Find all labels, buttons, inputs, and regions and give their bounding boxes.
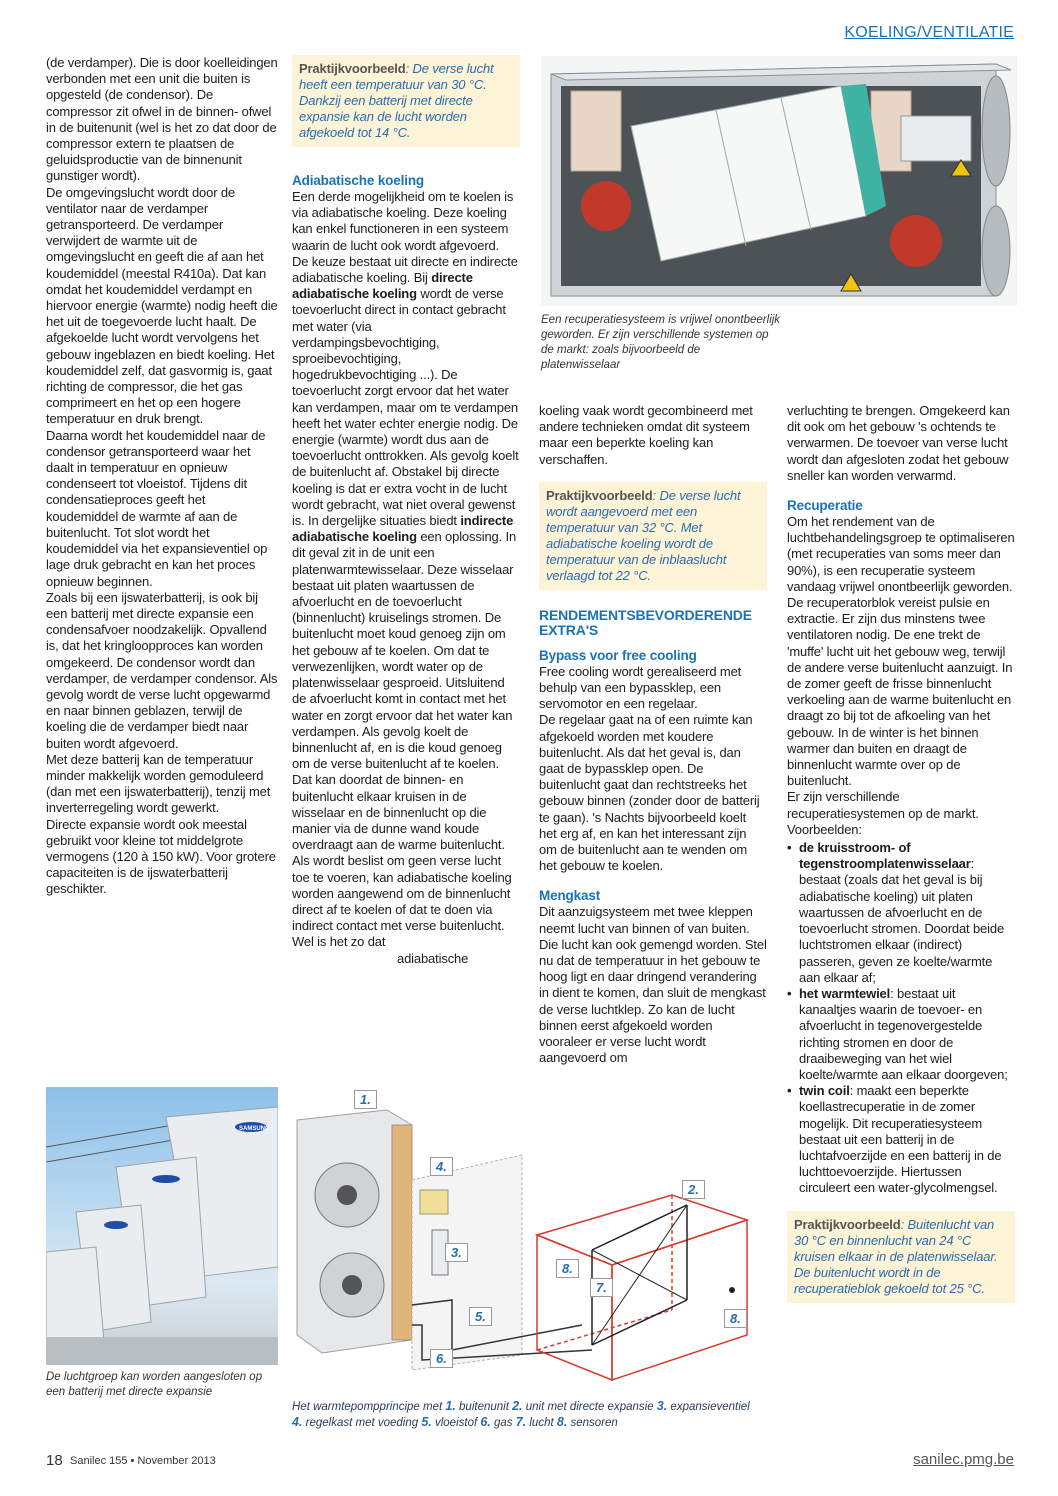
caption-intro: Het warmtepompprincipe met bbox=[292, 1401, 446, 1413]
paragraph: Met deze batterij kan de temperatuur minder makkelijk worden gemoduleerd (dan met een ijswaterbatterij), tenzij met inverterregeling wordt gewerkt. bbox=[46, 751, 271, 816]
bold-term: indirecte adiabatische koeling bbox=[292, 513, 514, 545]
bold-term: directe adiabatische koeling bbox=[292, 270, 473, 302]
box-text: : De verse lucht heeft een temperatuur van 30 °C. Dankzij een batterij met directe expansie kan de lucht worden afgekoeld tot 14 °C. bbox=[299, 61, 494, 140]
heading-bypass: Bypass voor free cooling bbox=[539, 647, 697, 663]
column-1 bbox=[46, 55, 278, 898]
paragraph: Om het rendement van de luchtbehandelingsgroep te optimaliseren (met recuperaties van soms meer dan 90%), is een recuperatie systeem vandaag vrijwel onontbeerlijk geworden. bbox=[787, 514, 1015, 594]
diagram-label-8a: 8. bbox=[556, 1259, 579, 1278]
section-header: KOELING/VENTILATIE bbox=[844, 24, 1014, 41]
caption-text: lucht bbox=[526, 1417, 557, 1429]
caption-number: 4. bbox=[292, 1415, 303, 1429]
text-span: : bestaat uit kanaaltjes waarin de toevoer- en afvoerlucht in tegenovergestelde richting stromen en door de draaibeweging van het wiel koelte/warmte aan elkaar doorgeven; bbox=[799, 985, 1008, 1082]
paragraph: Free cooling wordt gerealiseerd met behulp van een bypassklep, een servomotor en een regelaar. bbox=[539, 663, 742, 712]
diagram-label-4: 4. bbox=[430, 1157, 453, 1176]
diagram-label-2: 2. bbox=[682, 1180, 705, 1199]
caption-number: 3. bbox=[656, 1399, 668, 1413]
bold-term: twin coil bbox=[799, 1083, 850, 1099]
paragraph: Een derde mogelijkheid om te koelen is via adiabatische koeling. Deze koeling kan enkel functioneren in een systeem waarin de lucht ook wordt afgevoerd. bbox=[292, 189, 514, 253]
air-handling-unit-illustration bbox=[541, 56, 1017, 306]
diagram-label-5: 5. bbox=[469, 1307, 492, 1326]
caption-text: gas bbox=[490, 1417, 516, 1429]
caption-text: regelkast met voeding bbox=[302, 1417, 422, 1429]
text-span: : bestaat (zoals dat het geval is bij adiabatische koeling) uit platen waartussen de afvoerlucht en de toevoerlucht stromen. Doordat beide luchtstromen elkaar (indirect) passeren, geven ze koelte/warmte aan elkaar af; bbox=[799, 856, 1005, 985]
diagram-label-6: 6. bbox=[430, 1349, 453, 1368]
paragraph: koeling vaak wordt gecombineerd met andere technieken omdat dit systeem maar een beperkte koeling kan verschaffen. bbox=[539, 403, 753, 467]
website-link[interactable]: sanilec.pmg.be bbox=[913, 1451, 1014, 1468]
recuperation-list bbox=[787, 840, 1015, 1196]
box-lead: Praktijkvoorbeeld bbox=[794, 1216, 901, 1232]
caption-number: 1. bbox=[445, 1399, 456, 1413]
diagram-label-8b: 8. bbox=[724, 1309, 747, 1328]
page-number: 18 bbox=[46, 1452, 63, 1469]
paragraph: Zoals bij een ijswaterbatterij, is ook bij een batterij met directe expansie een condensafvoer noodzakelijk. Opvallend is, dat het kringloopproces kan worden omgekeerd. De condensor wordt dan verdamper, de verdamper condensor. Als gevolg wordt de verse lucht opgewarmd en naar binnen geblazen, terwijl de koeling die de verdamper biedt naar buiten wordt afgevoerd. bbox=[46, 589, 278, 751]
example-box bbox=[539, 482, 767, 590]
caption-text: buitenunit bbox=[455, 1401, 513, 1413]
heading-recuperatie: Recuperatie bbox=[787, 498, 863, 514]
publication-info: Sanilec 155 • November 2013 bbox=[70, 1455, 216, 1467]
recuperation-unit-photo bbox=[541, 56, 1017, 306]
paragraph: Dit aanzuigsysteem met twee kleppen neemt lucht van binnen of van buiten. Die lucht kan ook gemengd worden. Stel nu dat de temperatuur in het gebouw te hoog ligt en daar dringend verandering in dient te komen, dan sluit de mengkast de verse luchtklep. Zo kan de lucht binnen eerst afgekoeld worden vooraleer er verse lucht wordt aangevoerd om bbox=[539, 904, 767, 1066]
caption-number: 5. bbox=[421, 1415, 432, 1429]
heading-mengkast: Mengkast bbox=[539, 888, 601, 904]
photo-caption: Een recuperatiesysteem is vrijwel onontbeerlijk geworden. Er zijn verschillende systemen op de markt: zoals bijvoorbeeld de platenwisselaar bbox=[541, 314, 781, 371]
paragraph: De regelaar gaat na of een ruimte kan afgekoeld worden met koudere buitenlucht. Als dat het geval is, dan gaat de bypassklep open. De buitenlucht gaat dan rechtstreeks het gebouw binnen (zonder door de batterij te gaan). 's Nachts bijvoorbeeld koelt het erg af, en kan het interessant zijn om de buitenlucht aan te wenden om het gebouw te koelen. bbox=[539, 712, 760, 874]
caption-text: expansieventiel bbox=[667, 1401, 750, 1413]
caption-number: 2. bbox=[512, 1399, 523, 1413]
photo-caption: De luchtgroep kan worden aangesloten op een batterij met directe expansie bbox=[46, 1371, 263, 1398]
outdoor-units-photo bbox=[46, 1087, 278, 1365]
column-2 bbox=[292, 55, 520, 967]
text-span: wordt de verse toevoerlucht direct in contact gebracht met water (via verdampingsbevochtiging, sproeibevochtiging, hogedrukbevochtiging ...). De toevoerlucht zorgt ervoor dat het water kan verdampen, maar om te verdampen heeft het water echter energie nodig. De energie (warmte) wordt dus aan de toevoerlucht onttrokken. Als gevolg koelt de buitenlucht af. Obstakel bij directe koeling is dat er extra vocht in de lucht wordt gebracht, wat niet overal gewenst is. In dergelijke situaties biedt bbox=[292, 286, 519, 529]
heading-adiabatische-koeling: Adiabatische koeling bbox=[292, 173, 425, 188]
heading-rendementsbevorderende: RENDEMENTSBEVORDERENDE EXTRA'S bbox=[539, 606, 752, 638]
paragraph: De omgevingslucht wordt door de ventilator naar de verdamper getransporteerd. De verdamper verwijdert de warmte uit de omgevingslucht en geeft die af aan het koudemiddel (meestal R410a). Dat kan omdat het koudemiddel verdampt en hiervoor energie (warmte) nodig heeft die het uit de toegevoerde lucht haalt. De afgekoelde lucht wordt vervolgens het gebouw ingeblazen en biedt koeling. Het koudemiddel zelf, dat gasvormig is, gaat richting de compressor, die het gas comprimeert en het op een hogere temperatuur en druk brengt. bbox=[46, 184, 278, 427]
paragraph: (de verdamper). Die is door koelleidingen verbonden met een unit die buiten is opgesteld (de condensor). De compressor zit ofwel in de binnen- ofwel in de buitenunit (wel is het zo dat door de compressor extern te plaatsen de geluidsproductie van de binnenunit gunstiger wordt). bbox=[46, 55, 278, 184]
caption-text: unit met directe expansie bbox=[522, 1401, 657, 1413]
bold-term: het warmtewiel bbox=[799, 985, 891, 1001]
paragraph: verluchting te brengen. Omgekeerd kan dit ook om het gebouw 's ochtends te verwarmen. De toevoer van verse lucht wordt dan afgesloten zodat het gebouw sneller kan worden verwarmd. bbox=[787, 403, 1010, 483]
paragraph-continued: adiabatische bbox=[397, 950, 469, 966]
outdoor-units-illustration bbox=[46, 1087, 278, 1365]
list-item bbox=[787, 986, 1015, 1083]
paragraph: Er zijn verschillende recuperatiesystemen op de markt. Voorbeelden: bbox=[787, 789, 979, 837]
paragraph: De recuperatorblok vereist pulsie en extractie. Er zijn dus minstens twee ventilatoren nodig. De ene trekt de 'muffe' lucht uit het gebouw weg, terwijl de andere verse buitenlucht aanzuigt. In de zomer geeft de frisse binnenlucht verkoeling aan de warme buitenlucht en draagt zo bij tot de afkoeling van het gebouw. In de winter is het binnen warmer dan buiten en draagt de binnenlucht warmte over op de buitenlucht. bbox=[787, 595, 1013, 789]
text-span: : maakt een beperkte koellastrecuperatie in de zomer mogelijk. Dit recuperatiesysteem bestaat uit een batterij in de luchtafvoerzijde en een batterij in de luchttoevoerzijde. Hiertussen circuleert een water-glycolmengsel. bbox=[799, 1083, 1002, 1196]
list-item bbox=[787, 840, 1015, 986]
paragraph: Daarna wordt het koudemiddel naar de condensor getransporteerd waar het daalt in temperatuur en opnieuw condenseert tot vloeistof. Tijdens dit condensatieproces geeft het koudemiddel de warmte af aan de buitenlucht. Tot slot wordt het koudemiddel via het expansieventiel op lage druk gebracht en kan het proces opnieuw beginnen. bbox=[46, 427, 268, 589]
diagram-label-1: 1. bbox=[354, 1090, 377, 1109]
bold-term: de kruisstroom- of tegenstroomplatenwisselaar bbox=[799, 840, 971, 872]
column-4 bbox=[787, 403, 1015, 1303]
caption-text: vloeistof bbox=[431, 1417, 481, 1429]
box-lead: Praktijkvoorbeeld bbox=[546, 487, 653, 503]
box-text: : De verse lucht wordt aangevoerd met een temperatuur van 32 °C. Met adiabatische koeling wordt de temperatuur van de inblaaslucht verlaagd tot 22 °C. bbox=[546, 487, 741, 583]
box-lead: Praktijkvoorbeeld bbox=[299, 61, 406, 76]
caption-number: 8. bbox=[556, 1415, 568, 1429]
paragraph: Directe expansie wordt ook meestal gebruikt voor kleine tot middelgrote vermogens (120 à 150 kW). Voor grotere capaciteiten is de ijswaterbatterij geschikter. bbox=[46, 816, 276, 897]
brand-label: SAMSUNG bbox=[239, 1126, 270, 1132]
diagram-label-3: 3. bbox=[445, 1243, 468, 1262]
caption-number: 7. bbox=[515, 1415, 527, 1429]
column-3 bbox=[539, 403, 767, 1066]
diagram-drawing bbox=[292, 1085, 770, 1385]
example-box bbox=[787, 1211, 1015, 1303]
list-item bbox=[787, 1083, 1015, 1196]
paragraph bbox=[292, 254, 520, 951]
caption-number: 6. bbox=[480, 1415, 491, 1429]
text-span: De keuze bestaat uit directe en indirecte adiabatische koeling. Bij bbox=[292, 253, 518, 286]
box-text: : Buitenlucht van 30 °C en binnenlucht van 24 °C kruisen elkaar in de platenwisselaar. De buitenlucht wordt in de recuperatieblok gekoeld tot 25 °C. bbox=[794, 1216, 998, 1296]
example-box bbox=[292, 55, 520, 147]
diagram-caption bbox=[292, 1399, 762, 1431]
diagram-label-7: 7. bbox=[590, 1278, 613, 1297]
text-span: een oplossing. In dit geval zit in de unit een platenwarmtewisselaar. Deze wisselaar bestaat uit platen waartussen de afvoerlucht en de toevoerlucht (binnenlucht) kruiselings stromen. De buitenlucht moet koud genoeg zijn om het gebouw af te koelen. Om dat te verwezenlijken, wordt water op de platenwisselaar gesproeid. Uitsluitend de afvoerlucht komt in contact met het water en zorgt ervoor dat het water kan verdampen. Als gevolg koelt de binnenlucht af, en is die koud genoeg om de verse buitenlucht af te koelen. Dat kan doordat de binnen- en buitenlucht elkaar kruisen in de wisselaar en de binnenlucht op die manier via de dunne wand koude overdraagt aan de warme buitenlucht. Als wordt beslist om geen verse lucht toe te voeren, kan adiabatische koeling worden aangewend om de binnenlucht direct af te koelen of dat te doen via indirect contact met verse buitenlucht. Wel is het zo dat bbox=[292, 529, 517, 950]
caption-text: sensoren bbox=[567, 1417, 618, 1429]
heat-pump-diagram bbox=[292, 1085, 770, 1385]
